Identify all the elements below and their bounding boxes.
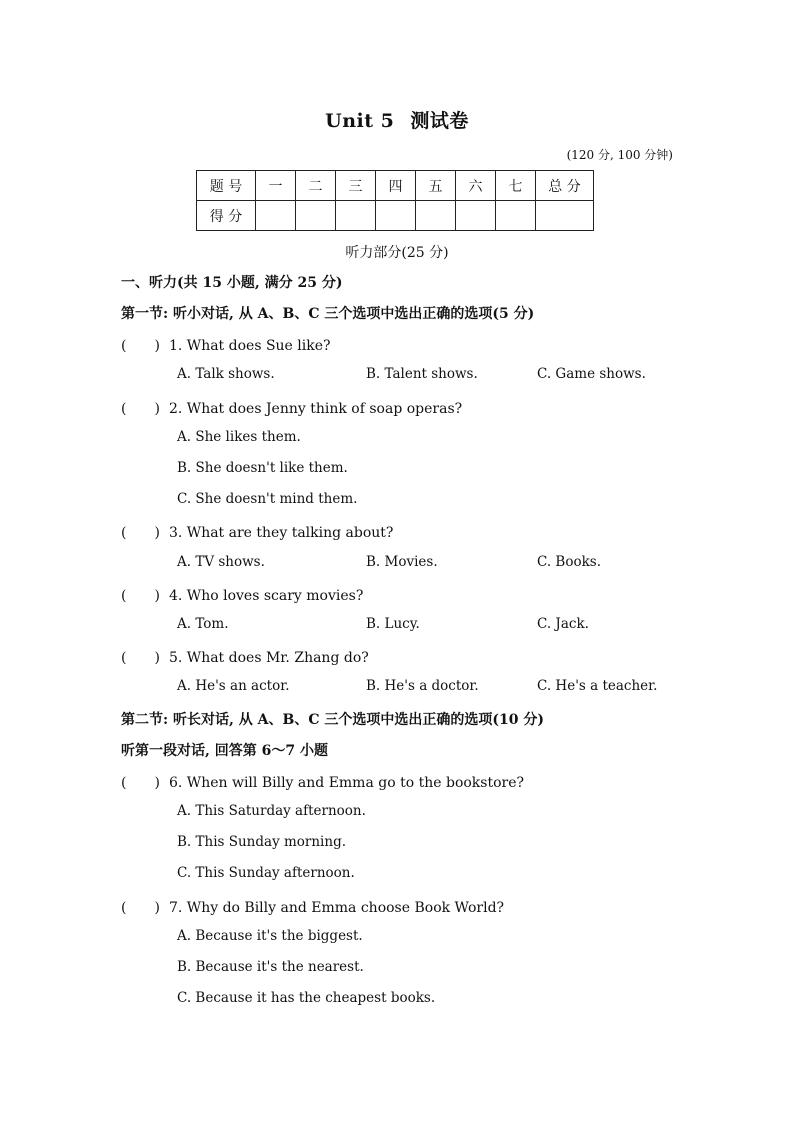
option-1a: A. Talk shows. <box>177 366 275 382</box>
score-time-info: (120 分, 100 分钟) <box>566 148 673 162</box>
score-col-total: 总 分 <box>536 171 594 201</box>
answer-blank[interactable]: ( ) <box>121 588 160 604</box>
score-table-score-row <box>197 201 594 231</box>
option-4a: A. Tom. <box>177 616 229 632</box>
question-stem: 2. What does Jenny think of soap operas? <box>169 401 463 417</box>
score-col-1: 一 <box>256 171 296 201</box>
answer-blank[interactable]: ( ) <box>121 401 160 417</box>
question-stem: 4. Who loves scary movies? <box>169 588 364 604</box>
question-2 <box>121 398 462 418</box>
score-table-header-label: 题 号 <box>197 171 256 201</box>
score-table <box>196 170 594 231</box>
option-5b: B. He's a doctor. <box>366 678 479 694</box>
option-6a: A. This Saturday afternoon. <box>177 803 366 819</box>
score-col-5: 五 <box>416 171 456 201</box>
listening-part-title: 听力部分(25 分) <box>345 245 449 261</box>
score-col-3: 三 <box>336 171 376 201</box>
question-6 <box>121 772 524 792</box>
section2-heading: 第二节: 听长对话, 从 A、B、C 三个选项中选出正确的选项(10 分) <box>121 712 544 728</box>
option-5c: C. He's a teacher. <box>537 678 658 694</box>
question-4 <box>121 585 363 605</box>
option-3c: C. Books. <box>537 554 602 570</box>
option-5a: A. He's an actor. <box>177 678 290 694</box>
answer-blank[interactable]: ( ) <box>121 900 160 916</box>
answer-blank[interactable]: ( ) <box>121 338 160 354</box>
option-2b: B. She doesn't like them. <box>177 460 348 476</box>
option-7a: A. Because it's the biggest. <box>177 928 363 944</box>
option-1b: B. Talent shows. <box>366 366 478 382</box>
test-name: 测试卷 <box>410 110 469 132</box>
score-col-7: 七 <box>496 171 536 201</box>
question-5 <box>121 647 369 667</box>
score-col-2: 二 <box>296 171 336 201</box>
score-cell[interactable] <box>456 201 496 231</box>
score-cell[interactable] <box>536 201 594 231</box>
part1-heading: 一、听力(共 15 小题, 满分 25 分) <box>121 275 343 291</box>
score-col-4: 四 <box>376 171 416 201</box>
section1-heading: 第一节: 听小对话, 从 A、B、C 三个选项中选出正确的选项(5 分) <box>121 306 535 322</box>
question-stem: 7. Why do Billy and Emma choose Book World? <box>169 900 505 916</box>
option-2a: A. She likes them. <box>177 429 301 445</box>
option-1c: C. Game shows. <box>537 366 646 382</box>
page-title <box>0 106 794 133</box>
option-2c: C. She doesn't mind them. <box>177 491 358 507</box>
unit-label: Unit 5 <box>325 110 395 132</box>
score-cell[interactable] <box>336 201 376 231</box>
question-1 <box>121 335 331 355</box>
answer-blank[interactable]: ( ) <box>121 650 160 666</box>
score-cell[interactable] <box>496 201 536 231</box>
score-table-row-label: 得 分 <box>197 201 256 231</box>
option-3b: B. Movies. <box>366 554 438 570</box>
question-stem: 1. What does Sue like? <box>169 338 331 354</box>
answer-blank[interactable]: ( ) <box>121 525 160 541</box>
score-table-header-row <box>197 171 594 201</box>
option-7c: C. Because it has the cheapest books. <box>177 990 436 1006</box>
score-cell[interactable] <box>296 201 336 231</box>
question-7 <box>121 897 504 917</box>
option-7b: B. Because it's the nearest. <box>177 959 364 975</box>
score-cell[interactable] <box>256 201 296 231</box>
question-stem: 6. When will Billy and Emma go to the bookstore? <box>169 775 525 791</box>
option-3a: A. TV shows. <box>177 554 265 570</box>
dialog1-heading: 听第一段对话, 回答第 6～7 小题 <box>121 743 328 759</box>
score-cell[interactable] <box>376 201 416 231</box>
question-3 <box>121 522 393 542</box>
option-6c: C. This Sunday afternoon. <box>177 865 355 881</box>
question-stem: 3. What are they talking about? <box>169 525 394 541</box>
question-stem: 5. What does Mr. Zhang do? <box>169 650 369 666</box>
answer-blank[interactable]: ( ) <box>121 775 160 791</box>
option-4b: B. Lucy. <box>366 616 420 632</box>
option-4c: C. Jack. <box>537 616 589 632</box>
option-6b: B. This Sunday morning. <box>177 834 347 850</box>
score-col-6: 六 <box>456 171 496 201</box>
score-cell[interactable] <box>416 201 456 231</box>
